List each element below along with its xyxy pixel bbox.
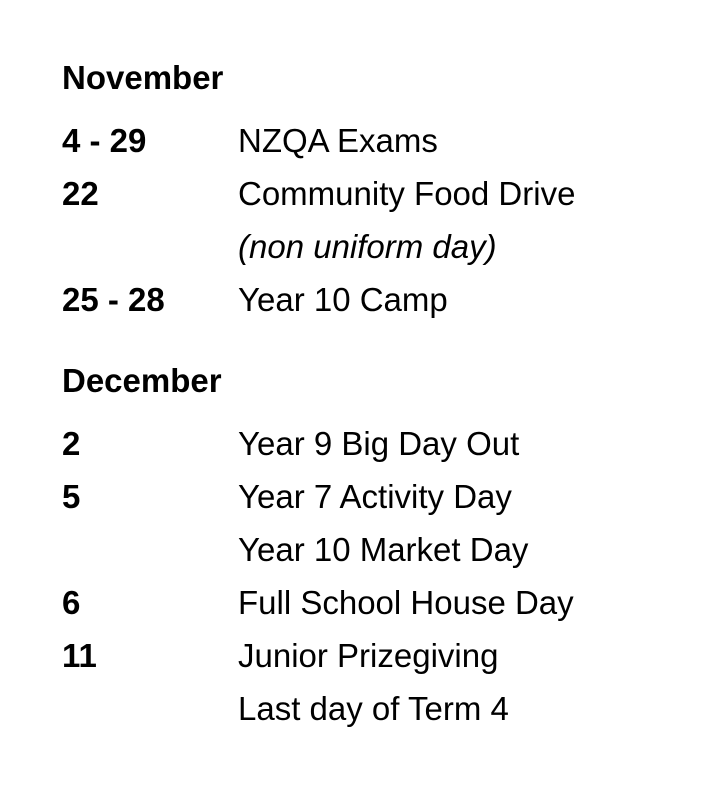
event-row [62, 167, 702, 220]
event-row [62, 576, 702, 629]
event-date: 11 [62, 637, 97, 674]
event-date: 4 - 29 [62, 122, 147, 159]
event-date: 6 [62, 584, 81, 621]
event-name: Year 10 Camp [238, 281, 448, 318]
event-date: 2 [62, 425, 81, 462]
month-section-december [62, 361, 702, 735]
event-date: 22 [62, 175, 99, 212]
event-name: Full School House Day [238, 584, 574, 621]
event-name: Year 10 Market Day [238, 531, 529, 568]
event-row [62, 220, 702, 273]
event-date: 5 [62, 478, 81, 515]
event-name: Year 7 Activity Day [238, 478, 512, 515]
event-note: (non uniform day) [238, 228, 497, 265]
month-section-november [62, 58, 702, 326]
event-name: Junior Prizegiving [238, 637, 499, 674]
month-heading: November [62, 59, 224, 96]
month-heading: December [62, 362, 222, 399]
event-row [62, 629, 702, 682]
event-row [62, 470, 702, 523]
event-row [62, 682, 702, 735]
event-row [62, 273, 702, 326]
event-name: Year 9 Big Day Out [238, 425, 520, 462]
event-name: NZQA Exams [238, 122, 438, 159]
event-row [62, 114, 702, 167]
event-name: Community Food Drive [238, 175, 576, 212]
event-name: Last day of Term 4 [238, 690, 509, 727]
event-row [62, 417, 702, 470]
events-calendar [62, 58, 702, 735]
event-row [62, 523, 702, 576]
event-date: 25 - 28 [62, 281, 165, 318]
